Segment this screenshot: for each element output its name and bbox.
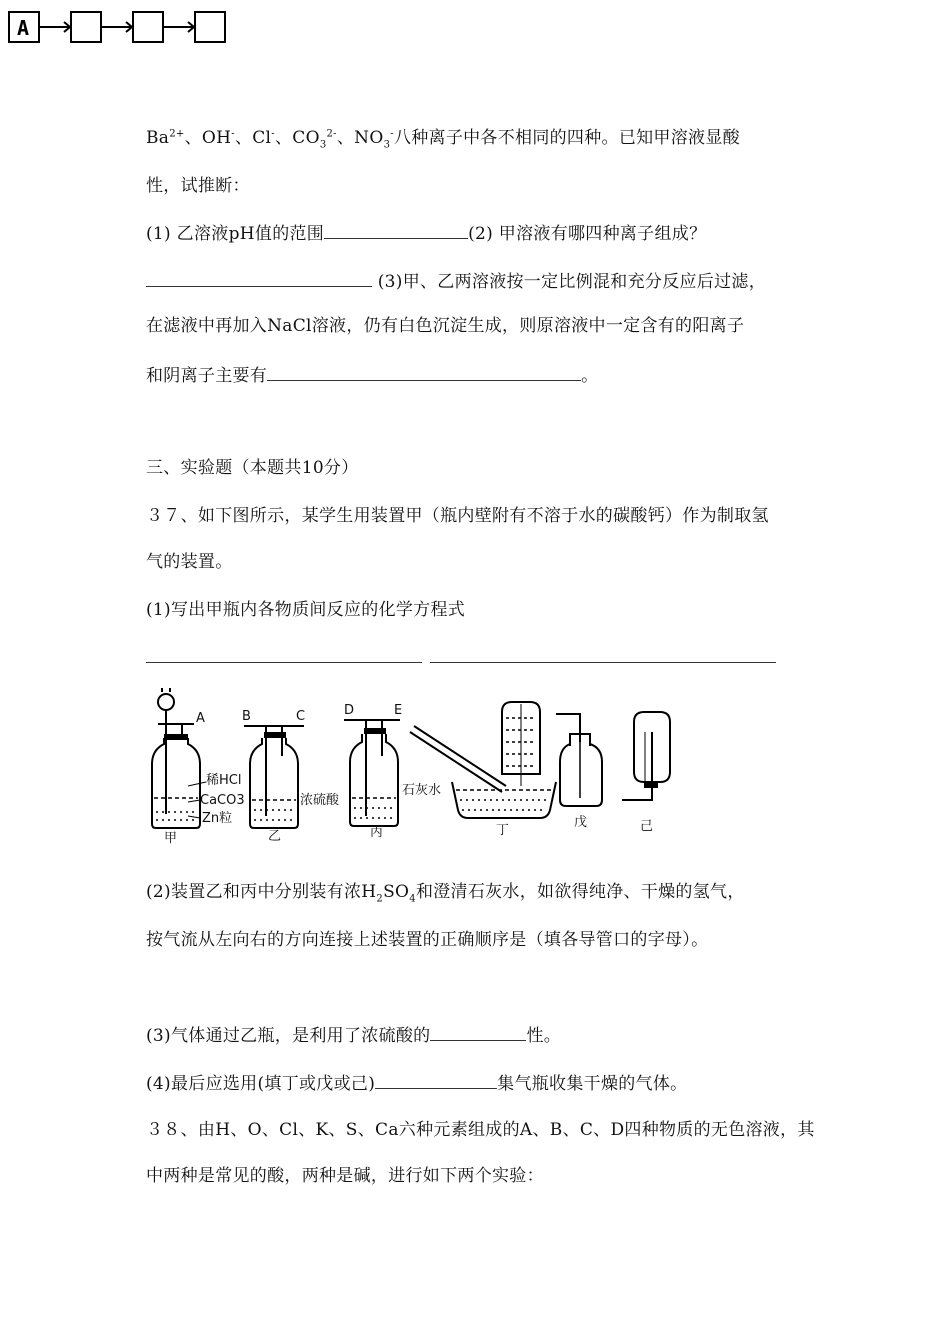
reagent-label-caco3: CaCO3 [200,793,245,808]
ph-range-blank[interactable] [324,220,468,239]
reagent-label-sulfuric-acid: 浓硫酸 [300,793,340,808]
port-label-c: C [296,709,306,724]
ions-of-jia-blank[interactable] [146,268,372,287]
equation-blank-1[interactable] [146,662,422,663]
section-3-heading: 三、实验题（本题共10分） [146,458,359,478]
apparatus-figure [144,686,684,846]
apparatus-label-ding: 丁 [496,823,510,838]
reagent-label-limewater: 石灰水 [402,783,442,798]
question-37-line-2: 气的装置。 [146,552,233,572]
apparatus-label-bing: 丙 [370,825,384,840]
collector-blank[interactable] [375,1070,497,1089]
equation-blank-2[interactable] [430,662,776,663]
apparatus-label-ji: 己 [640,819,654,834]
apparatus-jia [152,688,206,828]
question-1-line: (1) 乙溶液pH值的范围 (2) 甲溶液有哪四种离子组成？ [146,220,706,246]
reagent-label-zn: Zn粒 [202,811,233,826]
apparatus-ji [622,712,670,800]
ion-list-line: $Ba^{2+}$、OH-、Cl-、$CO_3^{2-}$、$NO_3^-$八种离子中各不相同的四种。已知甲溶液显酸 [146,128,740,151]
flow-box-2 [71,12,101,42]
apparatus-ding [410,702,556,818]
apparatus-yi [244,726,304,828]
apparatus-label-jia: 甲 [164,831,178,846]
property-blank[interactable] [430,1022,526,1041]
question-38-line-2: 中两种是常见的酸，两种是碱，进行如下两个实验： [146,1166,544,1186]
flow-box-4 [195,12,225,42]
inference-line: 性，试推断： [146,176,250,196]
question-3-line: (3)甲、乙两溶液按一定比例混和充分反应后过滤， [146,268,766,294]
port-label-a: A [196,711,205,726]
reagent-label-hcl: 稀HCl [206,773,242,788]
flow-box-a-label: A [17,16,30,40]
question-37-part-3: (3)气体通过乙瓶，是利用了浓硫酸的 性。 [146,1022,561,1048]
question-37-line-1: ３７、如下图所示，某学生用装置甲（瓶内壁附有不溶于水的碳酸钙）作为制取氢 [146,506,769,526]
question-37-part-2-line-2: 按气流从左向右的方向连接上述装置的正确顺序是（填各导管口的字母）。 [146,930,709,950]
port-label-d: D [344,703,355,718]
question-37-part-2-line-1: (2)装置乙和丙中分别装有浓$H_2SO_4$和澄清石灰水，如欲得纯净、干燥的氢气， [146,882,745,905]
question-37-part-4: (4)最后应选用(填丁或戊或己) 集气瓶收集干燥的气体。 [146,1070,687,1096]
flow-box-3 [133,12,163,42]
filtrate-line: 在滤液中再加入NaCl溶液，仍有白色沉淀生成，则原溶液中一定含有的阳离子 [146,316,745,336]
ions-answer-line: 和阴离子主要有 。 [146,362,598,388]
cation-anion-blank[interactable] [267,362,581,381]
port-label-b: B [242,709,251,724]
apparatus-wu [556,714,602,806]
port-label-e: E [394,703,403,718]
question-38-line-1: ３８、由H、O、Cl、K、S、Ca六种元素组成的A、B、C、D四种物质的无色溶液，其 [146,1120,815,1140]
flow-diagram [8,8,238,44]
apparatus-label-wu: 戊 [574,815,588,830]
apparatus-bing [344,720,400,826]
apparatus-label-yi: 乙 [268,829,282,844]
question-37-part-1: (1)写出甲瓶内各物质间反应的化学方程式 [146,600,466,620]
